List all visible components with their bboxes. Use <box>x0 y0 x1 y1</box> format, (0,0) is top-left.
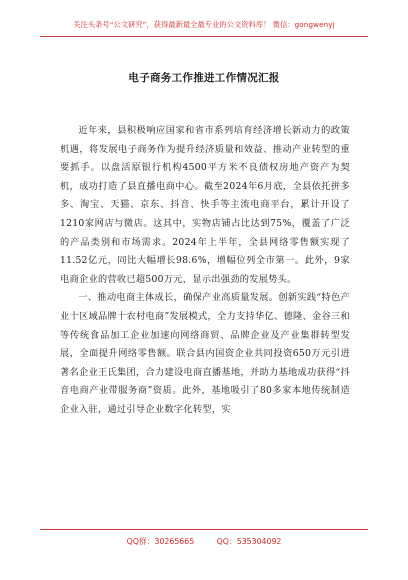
footer-divider <box>40 529 368 530</box>
footer <box>0 536 408 547</box>
footer-qq-group: QQ群：30265665 <box>126 537 195 546</box>
document-body <box>60 122 350 420</box>
paragraph-intro: 近年来，县积极响应国家和省市系列培育经济增长新动力的政策机遇，将发展电子商务作为提升经济质量和效益、推动产业转型的重要抓手。以盘活原银行机构4500平方米不良债权房地产资产为契机，成功打造了县直播电商中心。截至2024年6月底，全县依托拼多多、淘宝、天猫、京东、抖音、快手等主流电商平台，累计开设了1210家网店与微店。这其中，实物店铺占比达到75%，覆盖了广泛的产品类别和市场需求。2024年上半年，全县网络零售额实现了11.52亿元，同比大幅增长98.6%，增幅位列全市第一。此外，9家电商企业的营收已超500万元，显示出强劲的发展势头。 <box>60 125 350 285</box>
paragraph-section-1: 一、推动电商主体成长，确保产业高质量发展。创新实践“特色产业十区域品牌十农村电商”发展模式，全力支持华亿、德隆、金谷三和等传统食品加工企业加速向网络商贸、品牌企业及产业集群转型发展，全面提升网络零售额。联合县内国资企业共同投资650万元引进著名企业王氏集团，合力建设电商直播基地，并助力基地成功获得“抖音电商产业带服务商”资质。此外，基地吸引了80多家本地传统制造企业入驻，通过引导企业数字化转型，实 <box>60 292 350 415</box>
footer-qq: QQ：535304092 <box>216 537 282 546</box>
header-divider <box>40 36 368 37</box>
document-title: 电子商务工作推进工作情况汇报 <box>128 72 280 84</box>
header-banner: 关注头条号“公文研究”，获得最新最全最专业的公文资料库！ 微信：gongwenyj <box>73 20 335 29</box>
